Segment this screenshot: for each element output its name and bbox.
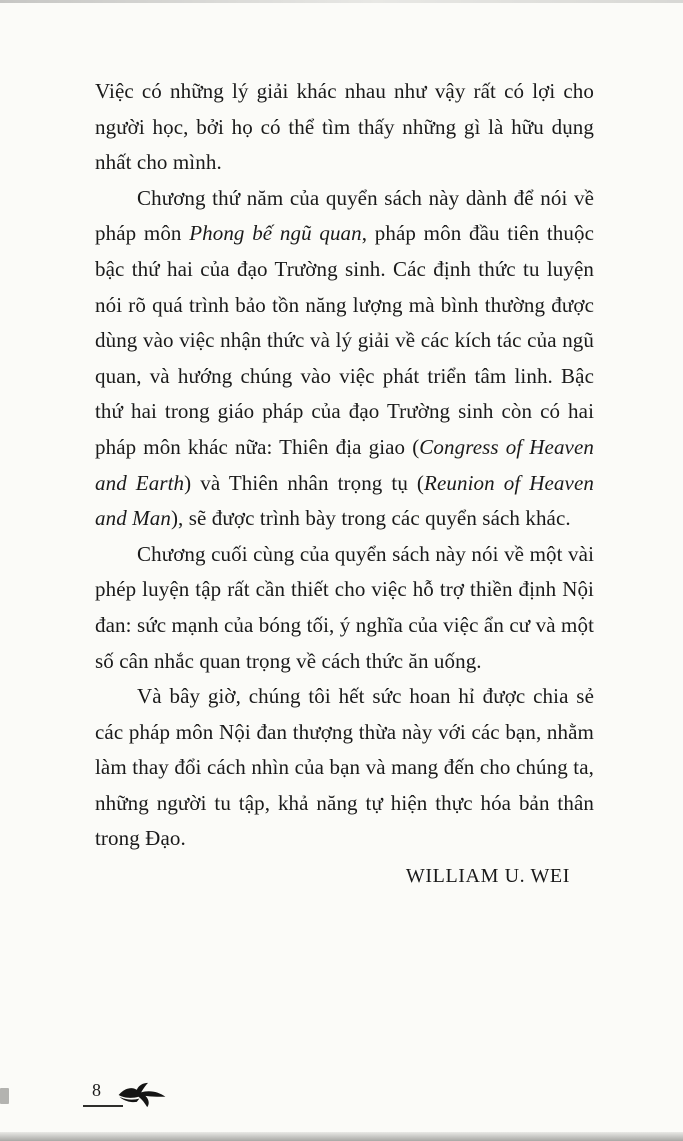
paragraph-text: Chương cuối cùng của quyển sách này nói về một vài phép luyện tập rất cần thiết cho việc hỗ trợ thiền định Nội đan: sức mạnh của bóng tối, ý nghĩa của việc ẩn cư và một số cân nhắc quan trọng về cách thức ăn uống. bbox=[95, 541, 594, 673]
paragraph-text: Việc có những lý giải khác nhau như vậy rất có lợi cho người học, bởi họ có thể tìm thấy những gì là hữu dụng nhất cho mình. bbox=[95, 79, 594, 175]
paragraph-text: ), sẽ được trình bày trong các quyển sách khác. bbox=[170, 506, 571, 531]
scan-edge-top bbox=[0, 0, 683, 3]
page-number: 8 bbox=[92, 1080, 101, 1100]
paragraph bbox=[95, 537, 594, 679]
italic-term: Phong bế ngũ quan bbox=[189, 221, 362, 246]
italic-term: Reunion of Heaven and Man bbox=[95, 470, 594, 531]
scan-edge-bottom bbox=[0, 1132, 683, 1141]
paragraph-text: , pháp môn đầu tiên thuộc bậc thứ hai của đạo Trường sinh. Các định thức tu luyện nói rõ quá trình bảo tồn năng lượng mà bình thường được dùng vào việc nhận thức và lý giải về các kích tác của ngũ quan, và hướng chúng vào việc phát triển tâm linh. Bậc thứ hai trong giáo pháp của đạo Trường sinh còn có hai pháp môn khác nữa: Thiên địa giao ( bbox=[95, 221, 594, 459]
author-signature: WILLIAM U. WEI bbox=[405, 865, 570, 888]
paragraph-text: Chương thứ năm của quyển sách này dành để nói về pháp môn bbox=[95, 185, 594, 246]
bird-ornament-icon bbox=[116, 1080, 168, 1110]
scan-smudge bbox=[0, 1088, 9, 1104]
paragraph-text: ) và Thiên nhân trọng tụ ( bbox=[184, 470, 425, 495]
paragraph-text: Và bây giờ, chúng tôi hết sức hoan hỉ được chia sẻ các pháp môn Nội đan thượng thừa này với các bạn, nhằm làm thay đổi cách nhìn của bạn và mang đến cho chúng ta, những người tu tập, khả năng tự hiện thực hóa bản thân trong Đạo. bbox=[95, 684, 594, 851]
paragraph bbox=[95, 74, 594, 181]
page-footer bbox=[92, 1078, 212, 1112]
italic-term: Congress of Heaven and Earth bbox=[95, 434, 594, 495]
page-body bbox=[95, 74, 594, 895]
paragraph bbox=[95, 679, 594, 857]
paragraph bbox=[95, 181, 594, 537]
